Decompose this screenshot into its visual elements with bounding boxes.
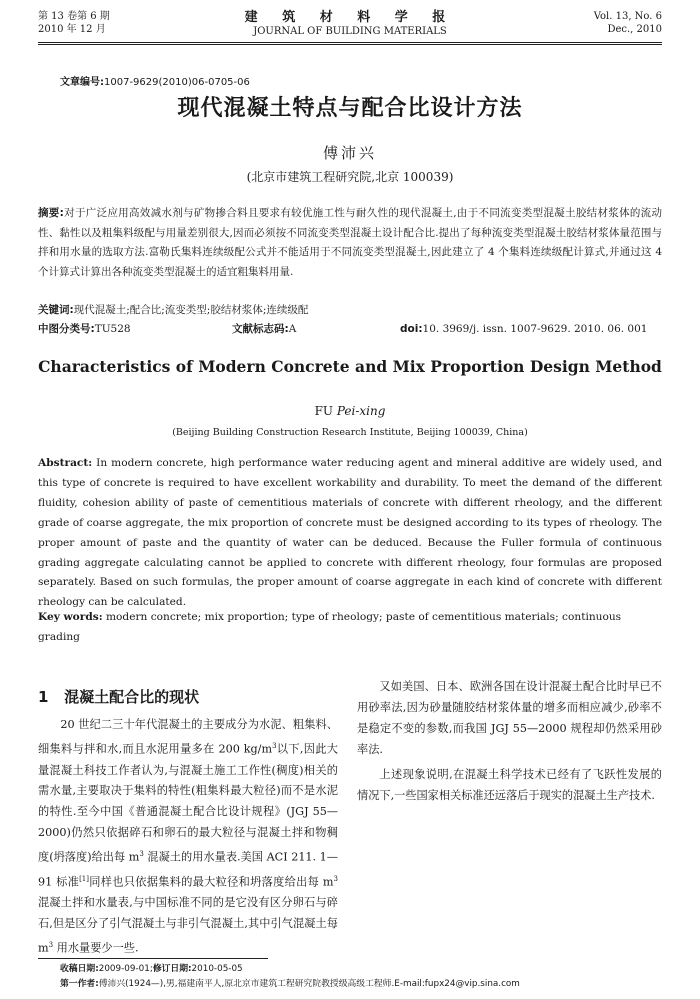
clc-number bbox=[38, 321, 131, 337]
keywords-en bbox=[38, 608, 662, 648]
body-column-right bbox=[357, 677, 662, 806]
footnote-author bbox=[60, 978, 520, 991]
abstract-cn bbox=[38, 204, 662, 283]
superscript-3: 3 bbox=[333, 874, 338, 883]
keywords-cn bbox=[38, 302, 662, 318]
section-number: 1 bbox=[38, 688, 49, 706]
superscript-3: 3 bbox=[272, 741, 277, 750]
doi-value: 10. 3969/j. issn. 1007-9629. 2010. 06. 001 bbox=[422, 323, 648, 335]
title-en: Characteristics of Modern Concrete and Mix Proportion Design Method bbox=[38, 357, 662, 376]
header-rule bbox=[38, 42, 662, 43]
author-en-surname: FU bbox=[314, 404, 334, 418]
first-author-text: 傅沛兴(1924—),男,福建南平人,原北京市建筑工程研究院教授级高级工程师.E-mail:fupx24@vip.sina.com bbox=[98, 979, 520, 989]
volume-cn: 第 13 卷第 6 期 bbox=[38, 11, 110, 22]
header-rule-2 bbox=[38, 44, 662, 45]
keywords-en-text: modern concrete; mix proportion; type of rheology; paste of cementitious materials; continuous grading bbox=[38, 611, 622, 643]
title-cn: 现代混凝土特点与配合比设计方法 bbox=[177, 96, 523, 121]
p1-text-d: 同样也只依据集料的最大粒径和坍落度给出每 m bbox=[89, 875, 334, 889]
footnote-dates: 收稿日期:2009-09-01;修订日期:2010-05-05 bbox=[60, 964, 243, 974]
volume-en: Vol. 13, No. 6 bbox=[593, 11, 662, 22]
keywords-cn-label: 关键词: bbox=[38, 304, 74, 316]
clc-value: TU528 bbox=[94, 323, 131, 335]
doc-code-label: 文献标志码: bbox=[232, 323, 289, 335]
author-en bbox=[0, 404, 700, 418]
footnote-rule bbox=[38, 958, 268, 959]
superscript-3: 3 bbox=[48, 941, 54, 950]
revised-value: 2010-05-05 bbox=[191, 964, 243, 974]
abstract-en-text: In modern concrete, high performance water reducing agent and mineral additive are widely used, and this type of concrete is required to have excellent workability and durability. To meet the demand of the different fluidity, cohesion ability of paste of cementitious materials of concrete with different rheology, and the different grade of coarse aggregate, the mix proportion of concrete must be designed according to its types of rheology. The proper amount of paste and the quantity of water can be deduced. Because the Fuller formula of continuous grading aggregate calculating cannot be applied to concrete with different rheology, four formulas are proposed separately. Based on such formulas, the proper amount of coarse aggregate in each kind of concrete with different rheology can be calculated. bbox=[38, 457, 662, 609]
p1-text-a: 20 世纪二三十年代混凝土的主要成分为水泥、粗集料、细集料与拌和水,而且水泥用量多在 200 kg/m bbox=[38, 718, 338, 756]
p1-text-e: 混凝土拌和水量表,与中国标准不同的是它没有区分卵石与碎石,但是区分了引气混凝土与非引气混凝土,其中引气混凝土每 m bbox=[38, 896, 338, 955]
first-author-label: 第一作者: bbox=[60, 979, 99, 989]
received-value: 2009-09-01 bbox=[98, 964, 150, 974]
document-code bbox=[232, 321, 296, 337]
p1-text-f: 用水量要少一些. bbox=[53, 942, 139, 955]
citation-ref[interactable]: [1] bbox=[79, 874, 89, 883]
paragraph-1-part-a bbox=[38, 715, 338, 960]
section-heading bbox=[38, 686, 199, 707]
affiliation-en: (Beijing Building Construction Research Institute, Beijing 100039, China) bbox=[172, 427, 528, 438]
article-number-value: 1007-9629(2010)06-0705-06 bbox=[104, 77, 250, 88]
date-en: Dec., 2010 bbox=[607, 24, 662, 35]
header-right bbox=[594, 10, 662, 36]
paragraph-2: 又如美国、日本、欧洲各国在设计混凝土配合比时早已不用砂率法,因为砂量随胶结材浆体量的增多而相应减少,砂率不是稳定不变的参数,而我国 JGJ 55—2000 规程却仍然采用砂率法. bbox=[357, 680, 662, 756]
keywords-en-label: Key words: bbox=[38, 611, 103, 623]
p1-text-b: 以下,因此大量混凝土科技工作者认为,与混凝土施工工作性(稠度)相关的需水量,主要取决于集料的特性(粗集料最大粒径)而不是水泥的特性.至今中国《普通混凝土配合比设计规程》(JGJ 55—2000)仍然只依据碎石和卵石的最大粒径与混凝土拌和物稠度(坍落度)给出每 m bbox=[38, 742, 338, 864]
article-number-label: 文章编号: bbox=[60, 77, 104, 88]
received-label: 收稿日期: bbox=[60, 964, 99, 974]
keywords-cn-text: 现代混凝土;配合比;流变类型;胶结材浆体;连续级配 bbox=[73, 304, 309, 316]
clc-label: 中图分类号: bbox=[38, 323, 95, 335]
doc-code-value: A bbox=[288, 323, 297, 335]
author-en-given: Pei-xing bbox=[336, 404, 386, 418]
journal-name-en: JOURNAL OF BUILDING MATERIALS bbox=[253, 26, 447, 37]
journal-name-cn: 建 筑 材 料 学 报 bbox=[244, 10, 456, 25]
abstract-cn-label: 摘要: bbox=[38, 207, 64, 219]
superscript-3: 3 bbox=[139, 850, 144, 859]
doi-label: doi: bbox=[400, 323, 423, 335]
abstract-en bbox=[38, 454, 662, 613]
article-number bbox=[60, 73, 250, 88]
section-title: 混凝土配合比的现状 bbox=[64, 688, 200, 706]
revised-label: 修订日期: bbox=[152, 964, 192, 974]
affiliation-cn: (北京市建筑工程研究院,北京 100039) bbox=[246, 170, 454, 184]
body-column-left bbox=[38, 715, 338, 960]
abstract-en-label: Abstract: bbox=[38, 457, 93, 469]
paragraph-3: 上述现象说明,在混凝土科学技术已经有了飞跃性发展的情况下,一些国家相关标准还远落后于现实的混凝土生产技术. bbox=[357, 767, 662, 802]
date-cn: 2010 年 12 月 bbox=[38, 24, 106, 35]
abstract-cn-text: 对于广泛应用高效减水剂与矿物掺合料且要求有较优施工性与耐久性的现代混凝土,由于不同流变类型混凝土胶结材浆体的流动性、黏性以及粗集料级配与用量差别很大,因而必须按不同流变类型混凝土设计配合比.提出了每种流变类型混凝土胶结材浆体量范围与拌和用水量的选取方法.富勒氏集料连续级配公式并不能适用于不同流变类型混凝土,因此建立了 4 个集料连续级配计算式,并通过这 4 个计算式计算出各种流变类型混凝土的适宜粗集料用量. bbox=[38, 207, 662, 279]
doi bbox=[400, 321, 647, 337]
author-cn: 傅沛兴 bbox=[322, 144, 377, 162]
p1-text-c: 混凝土的用水量表.美国 ACI 211. 1—91 标准 bbox=[38, 850, 338, 889]
